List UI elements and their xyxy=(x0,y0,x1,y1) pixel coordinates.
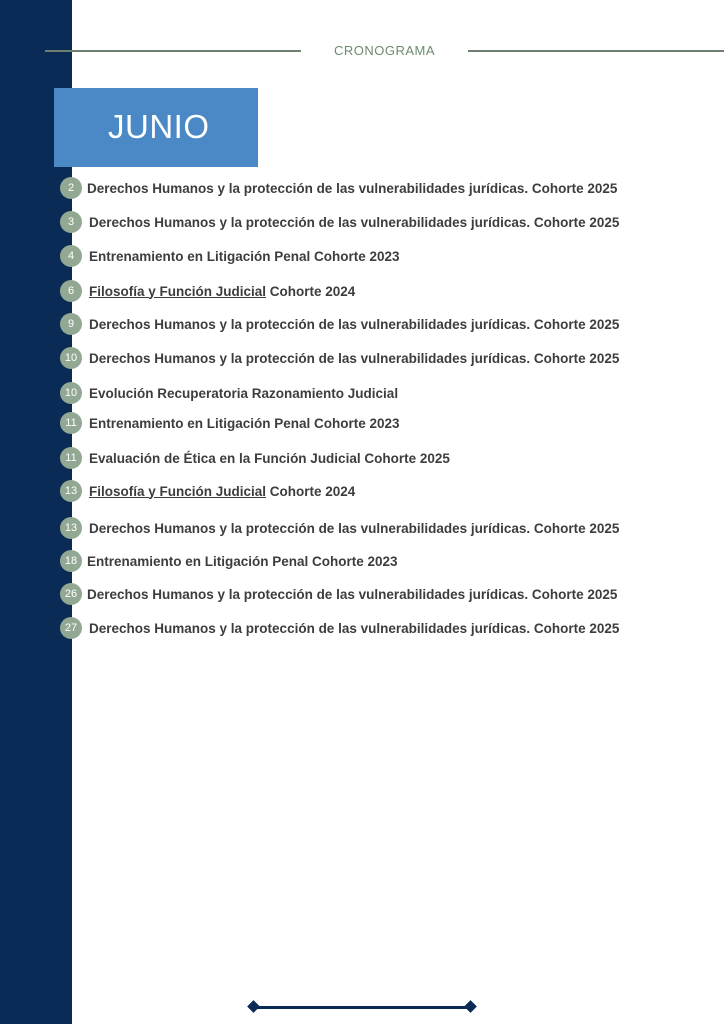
event-item xyxy=(60,617,619,639)
event-item xyxy=(60,313,619,335)
diamond-icon xyxy=(247,1000,260,1013)
event-text: Evaluación de Ética en la Función Judicial Cohorte 2025 xyxy=(89,450,450,466)
event-item xyxy=(60,245,400,267)
day-badge: 4 xyxy=(60,245,82,267)
day-badge: 11 xyxy=(60,447,82,469)
header-divider-right xyxy=(468,50,724,52)
event-text: Derechos Humanos y la protección de las vulnerabilidades jurídicas. Cohorte 2025 xyxy=(89,214,620,230)
event-text: Derechos Humanos y la protección de las vulnerabilidades jurídicas. Cohorte 2025 xyxy=(89,520,620,536)
event-item xyxy=(60,480,355,502)
event-text: Evolución Recuperatoria Razonamiento Judicial xyxy=(89,385,399,401)
page-header-title: CRONOGRAMA xyxy=(333,43,436,58)
event-item xyxy=(60,280,355,302)
event-item xyxy=(60,412,400,434)
event-text: Derechos Humanos y la protección de las vulnerabilidades jurídicas. Cohorte 2025 xyxy=(89,620,620,636)
day-badge: 9 xyxy=(60,313,82,335)
event-text: Derechos Humanos y la protección de las vulnerabilidades jurídicas. Cohorte 2025 xyxy=(89,316,620,332)
day-badge: 2 xyxy=(60,177,82,199)
footer-ornament xyxy=(247,1001,477,1013)
day-badge: 11 xyxy=(60,412,82,434)
event-text: Entrenamiento en Litigación Penal Cohorte 2023 xyxy=(89,415,400,431)
event-cohort-text: Cohorte 2024 xyxy=(266,483,356,499)
day-badge: 18 xyxy=(60,550,82,572)
day-badge: 10 xyxy=(60,347,82,369)
day-badge: 3 xyxy=(60,211,82,233)
event-item xyxy=(60,517,619,539)
day-badge: 27 xyxy=(60,617,82,639)
event-item xyxy=(60,382,398,404)
footer-bar xyxy=(255,1006,469,1009)
day-badge: 13 xyxy=(60,517,82,539)
event-item xyxy=(60,550,398,572)
event-text: Entrenamiento en Litigación Penal Cohorte 2023 xyxy=(89,248,400,264)
day-badge: 6 xyxy=(60,280,82,302)
month-title: JUNIO xyxy=(108,108,210,145)
event-text: Derechos Humanos y la protección de las vulnerabilidades jurídicas. Cohorte 2025 xyxy=(87,586,618,602)
event-text: Derechos Humanos y la protección de las vulnerabilidades jurídicas. Cohorte 2025 xyxy=(87,180,618,196)
event-text xyxy=(89,284,355,299)
event-text: Derechos Humanos y la protección de las vulnerabilidades jurídicas. Cohorte 2025 xyxy=(89,350,620,366)
event-item xyxy=(60,211,619,233)
event-text: Entrenamiento en Litigación Penal Cohorte 2023 xyxy=(87,553,398,569)
event-cohort-text: Cohorte 2024 xyxy=(266,283,356,299)
event-link-text[interactable]: Filosofía y Función Judicial xyxy=(89,283,267,299)
event-link-text[interactable]: Filosofía y Función Judicial xyxy=(89,483,267,499)
event-item xyxy=(60,447,450,469)
day-badge: 10 xyxy=(60,382,82,404)
event-text xyxy=(89,484,355,499)
event-item xyxy=(60,347,619,369)
diamond-icon xyxy=(464,1000,477,1013)
event-item xyxy=(60,583,617,605)
day-badge: 13 xyxy=(60,480,82,502)
header-divider-left xyxy=(45,50,301,52)
event-item xyxy=(60,177,617,199)
day-badge: 26 xyxy=(60,583,82,605)
